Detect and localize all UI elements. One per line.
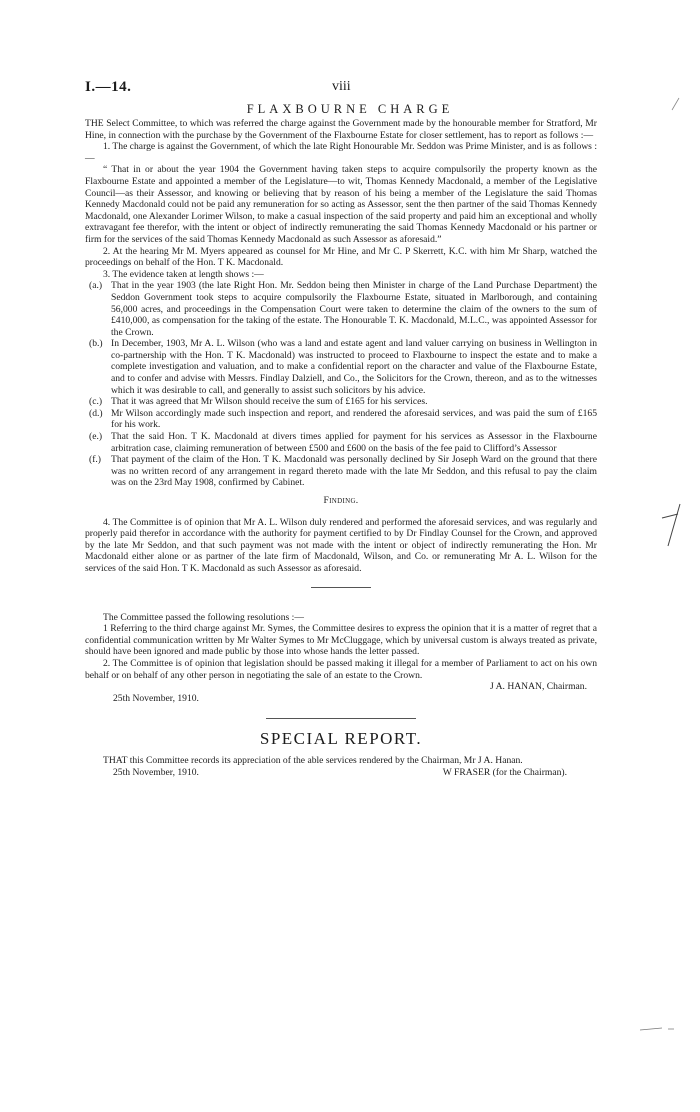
charge-paragraph: 1. The charge is against the Government, of which the late Right Honourable Mr. Seddon was Prime Minister, and is as follows :—	[85, 141, 597, 164]
special-report-signature: W FRASER (for the Chairman).	[442, 766, 567, 778]
page-title: FLAXBOURNE CHARGE	[246, 102, 454, 116]
resolution-1: 1 Referring to the third charge against Mr. Symes, the Committee desires to express the opinion that it is a matter of regret that a confidential communication written by Mr Walter Symes to Mr McCluggage, which by universal custom is always treated as private, should have been ignored and made public by those into whose hands the letter passed.	[85, 623, 597, 658]
finding-paragraph: 4. The Committee is of opinion that Mr A. L. Wilson duly rendered and performed the aforesaid services, and was regularly and properly paid therefor in accordance with the authority for payment certified to by Dr Findlay Counsel for the Crown, and approved by the late Mr Seddon, and that such payment was not made with the intent or object of indirectly remunerating the Hon. Mr Macdonald either alone or as partner of the late firm of Macdonald, Wilson, and Co. or remunerating Mr A. L. Wilson for the services of the said Hon. T K. Macdonald as such Assessor as aforesaid.	[85, 516, 597, 574]
section-divider	[266, 718, 416, 719]
evidence-text: That the said Hon. T K. Macdonald at divers times applied for payment for his services as Assessor in the Flaxbourne arbitration case, claiming remuneration of between £500 and £600 on the basis of the fee paid to Clifford’s Assessor	[111, 431, 597, 454]
evidence-text: That in the year 1903 (the late Right Hon. Mr. Seddon being then Minister in charge of the Land Purchase Department) the Seddon Government took steps to acquire compulsorily the Flaxbourne Estate, situated in Marlborough, and containing 56,000 acres, and proceedings in the Compensation Court were taken to determine the claim of the owners to the sum of £410,000, as compensation for the taking of the estate. The Honourable T. K. Macdonald, M.L.C., was appointed Assessor for the Crown.	[111, 280, 597, 338]
report-date: 25th November, 1910.	[113, 692, 199, 704]
evidence-item	[85, 396, 597, 408]
hearing-paragraph: 2. At the hearing Mr M. Myers appeared as counsel for Mr Hine, and Mr C. P Skerrett, K.C. with him Mr Sharp, watched the proceedings on behalf of the Hon. T K. Macdonald.	[85, 245, 597, 269]
evidence-item	[85, 454, 597, 489]
charge-quote: “ That in or about the year 1904 the Government having taken steps to acquire compulsorily the property known as the Flaxbourne Estate and appointed a member of the Legislature—to wit, Thomas Kennedy Macdonald, a member of the Legislative Council—as their Assessor, and knowing or believing that by reason of his being a member of the Legislature the said Thomas Kennedy Macdonald could not be paid any remuneration for so acting as Assessor, sent the then partner of the said Thomas Kennedy Macdonald, one Alexander Lorimer Wilson, to make a casual inspection of the said property and paid him an exceptional and wholly extravagant fee therefor, with the intent or object of indirectly remunerating the said Thomas Kennedy Macdonald or his partner or firm for the services of the said Thomas Kennedy Macdonald as such Assessor as aforesaid.”	[85, 164, 597, 245]
special-report-footer	[85, 767, 597, 779]
evidence-item	[85, 431, 597, 454]
evidence-label: (d.)	[89, 407, 103, 419]
special-report-date: 25th November, 1910.	[113, 766, 199, 778]
evidence-item	[85, 408, 597, 431]
special-report-title: SPECIAL REPORT.	[259, 729, 423, 749]
evidence-intro: 3. The evidence taken at length shows :—	[103, 268, 264, 280]
document-reference: I.—14.	[85, 79, 132, 95]
report-body	[85, 118, 597, 778]
evidence-text: That it was agreed that Mr Wilson should receive the sum of £165 for his services.	[111, 396, 428, 408]
evidence-label: (e.)	[89, 431, 103, 443]
page-number: viii	[332, 79, 351, 94]
margin-mark	[660, 500, 690, 550]
evidence-text: That payment of the claim of the Hon. T K. Macdonald was personally declined by Sir Joseph Ward on the ground that there was no written record of any arrangement in regard thereto made with the late Mr Seddon, and this refusal to pay the claim was on the 23rd May 1908, confirmed by Cabinet.	[111, 454, 597, 489]
evidence-list	[85, 280, 597, 489]
evidence-item	[85, 338, 597, 396]
evidence-item	[85, 280, 597, 338]
evidence-label: (b.)	[89, 338, 103, 350]
margin-mark	[638, 1024, 678, 1034]
chairman-signature: J A. HANAN, Chairman.	[490, 681, 587, 693]
special-report-text: THAT this Committee records its appreciation of the able services rendered by the Chairman, Mr J A. Hanan.	[103, 754, 523, 766]
finding-heading: Finding.	[323, 495, 359, 506]
evidence-label: (f.)	[89, 454, 101, 466]
margin-mark	[670, 96, 682, 112]
resolution-2: 2. The Committee is of opinion that legislation should be passed making it illegal for a member of Parliament to act on his own behalf or on behalf of any other person in negotiating the sale of an estate to the Crown.	[85, 657, 597, 681]
resolutions-intro: The Committee passed the following resolutions :—	[103, 611, 304, 623]
evidence-label: (a.)	[89, 280, 103, 292]
evidence-text: In December, 1903, Mr A. L. Wilson (who was a land and estate agent and land valuer carrying on business in Wellington in co-partnership with the Hon. T K. Macdonald) was instructed to proceed to Flaxbourne to inspect the estate and to make a complete investigation and valuation, and to make a confidential report on the character and value of the Flaxbourne Estate, and to confer and advise with Messrs. Findlay Dalziell, and Co., the Solicitors for the Crown, thereon, and as to the witnesses which it was desirable to call, and generally to assist such solicitors by his advice.	[111, 338, 597, 396]
evidence-text: Mr Wilson accordingly made such inspection and report, and rendered the aforesaid services, and was paid the sum of £165 for his work.	[111, 407, 597, 431]
evidence-label: (c.)	[89, 396, 103, 408]
intro-paragraph: THE Select Committee, to which was referred the charge against the Government made by the honourable member for Stratford, Mr Hine, in connection with the purchase by the Government of the Flaxbourne Estate for closer settlement, has to report as follows :—	[85, 118, 597, 141]
